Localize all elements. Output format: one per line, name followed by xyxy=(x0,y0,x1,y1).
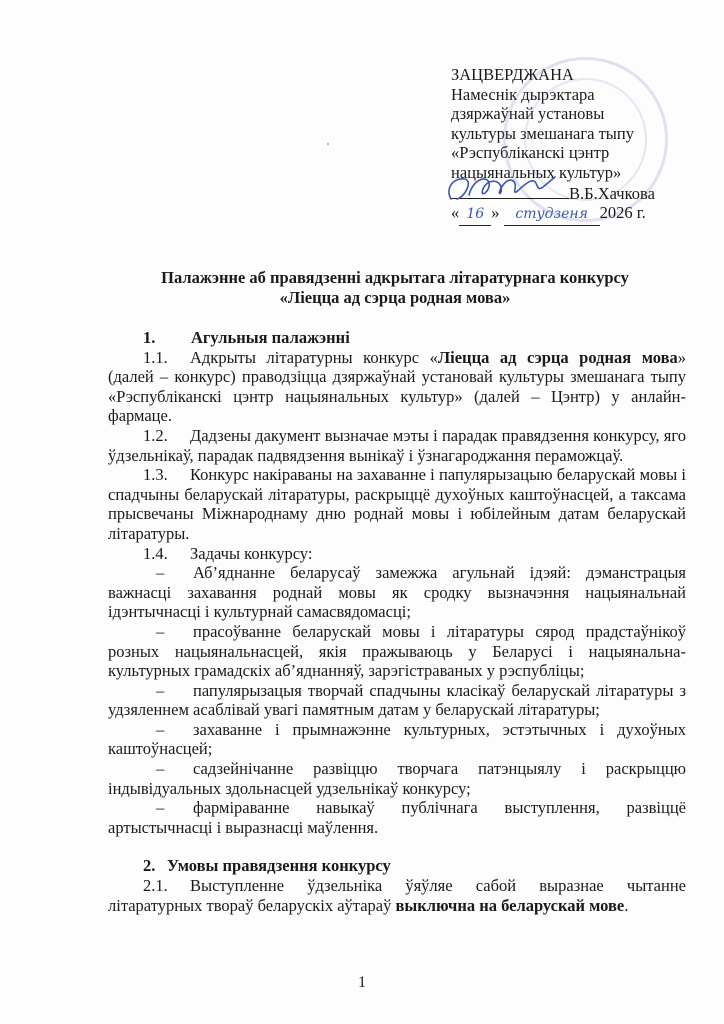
approval-heading: ЗАЦВЕРДЖАНА xyxy=(451,65,574,84)
paragraph-text: Конкурс накіраваны на захаванне і папулярызацыю беларускай мовы і спадчыны беларускай літаратуры, раскрыццё духоўных каштоўнасцей, а таксама прысвечаны Міжнароднаму дню роднай мовы і юбілейным датам беларускай літаратуры. xyxy=(108,465,686,543)
approval-line: культуры змешанага тыпу xyxy=(451,123,634,143)
paragraph-2-1 xyxy=(108,876,686,915)
section-title: Агульныя палажэнні xyxy=(191,328,350,347)
paragraph-number: 1.3. xyxy=(143,465,168,485)
task-item xyxy=(108,563,686,622)
signature-row xyxy=(451,182,691,203)
task-text: захаванне і прымнажэнне культурных, эстэтычных і духоўных каштоўнасцей; xyxy=(108,719,686,759)
task-item xyxy=(108,681,686,720)
scan-speck xyxy=(327,143,329,145)
task-item xyxy=(108,798,686,837)
list-dash: – xyxy=(156,563,165,583)
date-open-quote: « xyxy=(451,203,460,222)
list-dash: – xyxy=(156,680,165,700)
page-number: 1 xyxy=(358,974,366,991)
approval-date xyxy=(451,203,691,226)
task-text: папулярызацыя творчай спадчыны класікаў беларускай літаратуры з удзяленнем асаблівай увагі памятным датам у беларускай літаратуры; xyxy=(108,680,686,720)
paragraph-text: . xyxy=(624,895,629,915)
section-number: 1. xyxy=(143,328,156,347)
list-dash: – xyxy=(156,719,165,739)
approval-block xyxy=(451,65,691,226)
paragraph-text: » (далей – конкурс) праводзіцца дзяржаўнай установай культуры змешанага тыпу «Рэспубліканскі цэнтр нацыянальных культур» (далей – Цэнтр) у анлайн-фармаце. xyxy=(108,347,686,426)
section-title: Умовы правядзення конкурсу xyxy=(167,856,391,876)
contest-name-bold: Ліецца ад сэрца родная мова xyxy=(437,347,678,367)
section-2-heading xyxy=(108,856,686,876)
paragraph-1-2 xyxy=(108,426,686,465)
task-text: Аб’яднанне беларусаў замежжа агульнай ідэяй: дэманстрацыя важнасці захавання роднай мовы як сродку вызначэння нацыянальнай ідэнтычнасці і культурнай самасвядомасці; xyxy=(108,563,686,622)
signatory-name: В.Б.Хачкова xyxy=(569,184,655,203)
signature-line xyxy=(451,182,569,199)
paragraph-text: Задачы конкурсу: xyxy=(190,543,313,563)
date-year: 2026 г. xyxy=(599,203,646,222)
task-text: прасоўванне беларускай мовы і літаратуры сярод прадстаўнікоў розных нацыянальнасцей, якія пражываюць у Беларусі і нацыянальна-культурных грамадскіх аб’яднанняў, зарэгістраваных у рэспубліцы; xyxy=(108,621,686,681)
language-requirement-bold: выключна на беларускай мове xyxy=(395,895,625,915)
date-month: студзеня xyxy=(504,205,600,226)
approval-line: Намеснік дырэктара xyxy=(451,84,595,104)
paragraph-number: 1.1. xyxy=(143,347,168,367)
date-day: 16 xyxy=(459,205,491,226)
paragraph-number: 1.4. xyxy=(143,543,168,563)
task-item xyxy=(108,720,686,759)
task-text: фарміраванне навыкаў публічнага выступлення, развіццё артыстычнасці і выразнасці маўлення. xyxy=(108,798,686,837)
list-dash: – xyxy=(156,621,165,641)
list-dash: – xyxy=(156,759,165,779)
approval-line: «Рэспубліканскі цэнтр xyxy=(451,143,610,162)
approval-line: дзяржаўнай установы xyxy=(451,104,605,123)
title-line-2: «Ліецца ад сэрца родная мова» xyxy=(279,288,511,307)
section-spacer xyxy=(108,837,686,856)
task-item xyxy=(108,759,686,798)
title-line-1: Палажэнне аб правядзенні адкрытага літаратурнага конкурсу xyxy=(161,268,629,287)
paragraph-text: Выступленне ўдзельніка ўяўляе сабой выразнае чытанне літаратурных твораў беларускіх аўтараў xyxy=(108,876,686,915)
approval-line: нацыянальных культур» xyxy=(451,162,622,182)
document-title xyxy=(0,268,724,308)
paragraph-number: 2.1. xyxy=(143,876,168,896)
paragraph-number: 1.2. xyxy=(143,425,168,445)
paragraph-text: Адкрыты літаратурны конкурс « xyxy=(190,347,438,367)
document-body xyxy=(108,328,686,915)
paragraph-1-3 xyxy=(108,465,686,543)
paragraph-1-4 xyxy=(108,544,686,564)
section-number: 2. xyxy=(143,856,156,876)
paragraph-text: Дадзены дакумент вызначае мэты і парадак правядзення конкурсу, яго ўдзельнікаў, парадак падвядзення вынікаў і ўзнагароджання пераможцаў. xyxy=(108,425,686,465)
task-text: садзейнічанне развіццю творчага патэнцыялу і раскрыццю індывідуальных здольнасцей удзельнікаў конкурсу; xyxy=(108,759,686,798)
task-item xyxy=(108,622,686,681)
section-1-heading xyxy=(108,328,686,348)
date-close-quote: » xyxy=(491,203,500,222)
list-dash: – xyxy=(156,798,165,818)
paragraph-1-1 xyxy=(108,348,686,426)
